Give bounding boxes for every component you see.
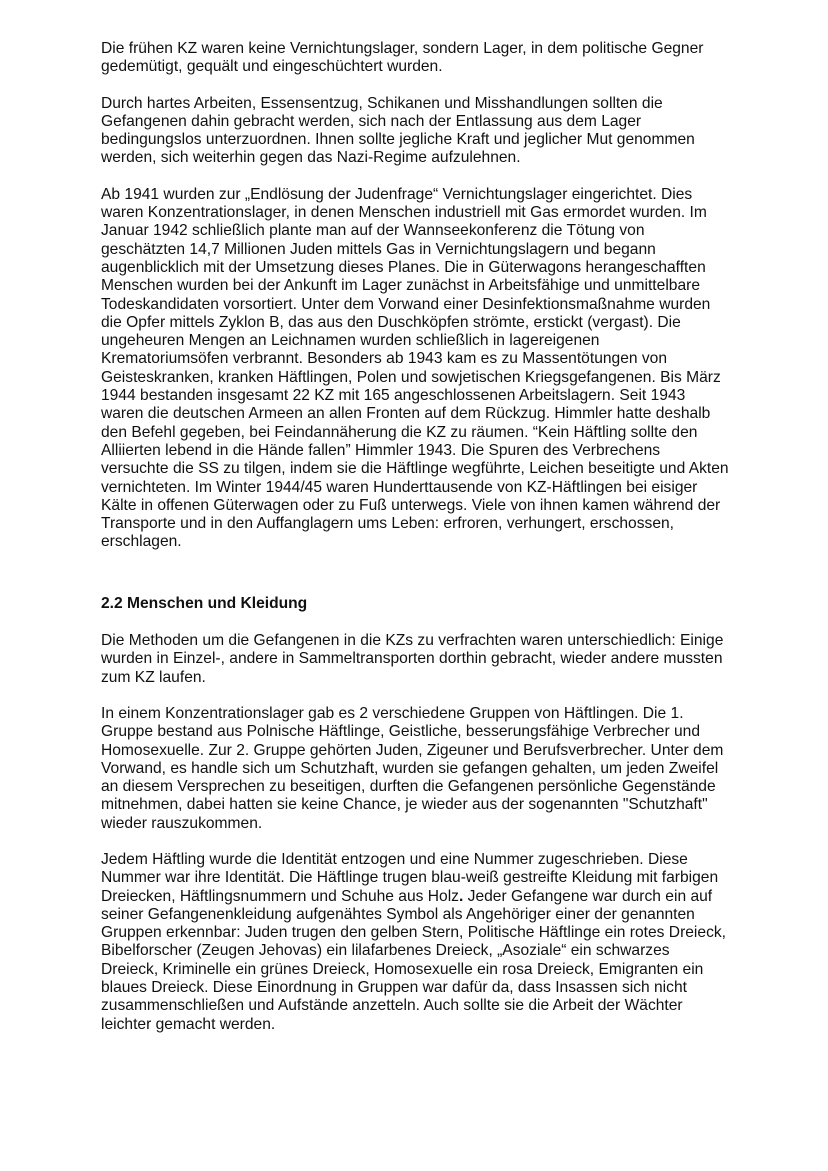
section-heading: 2.2 Menschen und Kleidung bbox=[101, 594, 308, 612]
bold-period: . bbox=[458, 887, 464, 905]
document-page bbox=[101, 40, 731, 1052]
paragraph-identity-clothing-part1: Jedem Häftling wurde die Identität entzogen und eine Nummer zugeschrieben. Diese Nummer war ihre Identität. Die Häftlinge trugen blau-weiß gestreifte Kleidung mit farbigen Dreiecken, Häftlingsnummern und Schuhe aus Holz bbox=[101, 850, 719, 905]
paragraph-extermination-camps: Ab 1941 wurden zur „Endlösung der Judenfrage“ Vernichtungslager eingerichtet. Dies waren Konzentrationslager, in denen Menschen industriell mit Gas ermordet wurden. Im Januar 1942 schließlich plante man auf der Wannseekonferenz die Tötung von geschätzten 14,7 Millionen Juden mittels Gas in Vernichtungslagern und begann augenblicklich mit der Umsetzung dieses Planes. Die in Güterwagons herangeschafften Menschen wurden bei der Ankunft im Lager zunächst in Arbeitsfähige und unmittelbare Todeskandidaten vorsortiert. Unter dem Vorwand einer Desinfektionsmaßnahme wurden die Opfer mittels Zyklon B, das aus den Duschköpfen strömte, erstickt (vergast). Die ungeheuren Mengen an Leichnamen wurden schließlich in lagereigenen Krematoriumsöfen verbrannt. Besonders ab 1943 kam es zu Massentötungen von Geisteskranken, kranken Häftlingen, Polen und sowjetischen Kriegsgefangenen. Bis März 1944 bestanden insgesamt 22 KZ mit 165 angeschlossenen Arbeitslagern. Seit 1943 waren die deutschen Armeen an allen Fronten auf dem Rückzug. Himmler hatte deshalb den Befehl gegeben, bei Feindannäherung die KZ zu räumen. “Kein Häftling sollte den Alliierten lebend in die Hände fallen” Himmler 1943. Die Spuren des Verbrechens versuchte die SS zu tilgen, indem sie die Häftlinge wegführte, Leichen beseitigte und Akten vernichteten. Im Winter 1944/45 waren Hunderttausende von KZ-Häftlingen bei eisiger Kälte in offenen Güterwagen oder zu Fuß unterwegs. Viele von ihnen kamen während der Transporte und in den Auffanglagern ums Leben: erfroren, verhungert, erschossen, erschlagen. bbox=[101, 185, 729, 551]
paragraph-identity-clothing-part2: Jeder Gefangene war durch ein auf seiner Gefangenenkleidung aufgenähtes Symbol als Angehöriger einer der genannten Gruppen erkennbar: Juden trugen den gelben Stern, Politische Häftlinge ein rotes Dreieck, Bibelforscher (Zeugen Jehovas) ein lilafarbenes Dreieck, „Asoziale“ ein schwarzes Dreieck, Kriminelle ein grünes Dreieck, Homosexuelle ein rosa Dreieck, Emigranten ein blaues Dreieck. Diese Einordnung in Gruppen war dafür da, dass Insassen sich nicht zusammenschließen und Aufstände anzetteln. Auch sollte sie die Arbeit der Wächter leichter gemacht werden. bbox=[101, 887, 726, 1033]
paragraph-prisoner-groups: In einem Konzentrationslager gab es 2 verschiedene Gruppen von Häftlingen. Die 1. Gruppe bestand aus Polnische Häftlinge, Geistliche, besserungsfähige Verbrecher und Homosexuelle. Zur 2. Gruppe gehörten Juden, Zigeuner und Berufsverbrecher. Unter dem Vorwand, es handle sich um Schutzhaft, wurden sie gefangen gehalten, um jeden Zweifel an diesem Versprechen zu beseitigen, durften die Gefangenen persönliche Gegenstände mitnehmen, dabei hatten sie keine Chance, je wieder aus der sogenannten "Schutzhaft" wieder rauszukommen. bbox=[101, 704, 724, 832]
paragraph-transport-methods: Die Methoden um die Gefangenen in die KZs zu verfrachten waren unterschiedlich: Einige wurden in Einzel-, andere in Sammeltransporten dorthin gebracht, wieder andere mussten zum KZ laufen. bbox=[101, 632, 724, 686]
paragraph-early-camps: Die frühen KZ waren keine Vernichtungslager, sondern Lager, in dem politische Gegner gedemütigt, gequält und eingeschüchtert wurden. bbox=[101, 40, 704, 76]
paragraph-identity-clothing bbox=[101, 851, 731, 1034]
paragraph-hard-labor: Durch hartes Arbeiten, Essensentzug, Schikanen und Misshandlungen sollten die Gefangenen dahin gebracht werden, sich nach der Entlassung aus dem Lager bedingungslos unterzuordnen. Ihnen sollte jegliche Kraft und jeglicher Mut genommen werden, sich weiterhin gegen das Nazi-Regime aufzulehnen. bbox=[101, 94, 695, 167]
